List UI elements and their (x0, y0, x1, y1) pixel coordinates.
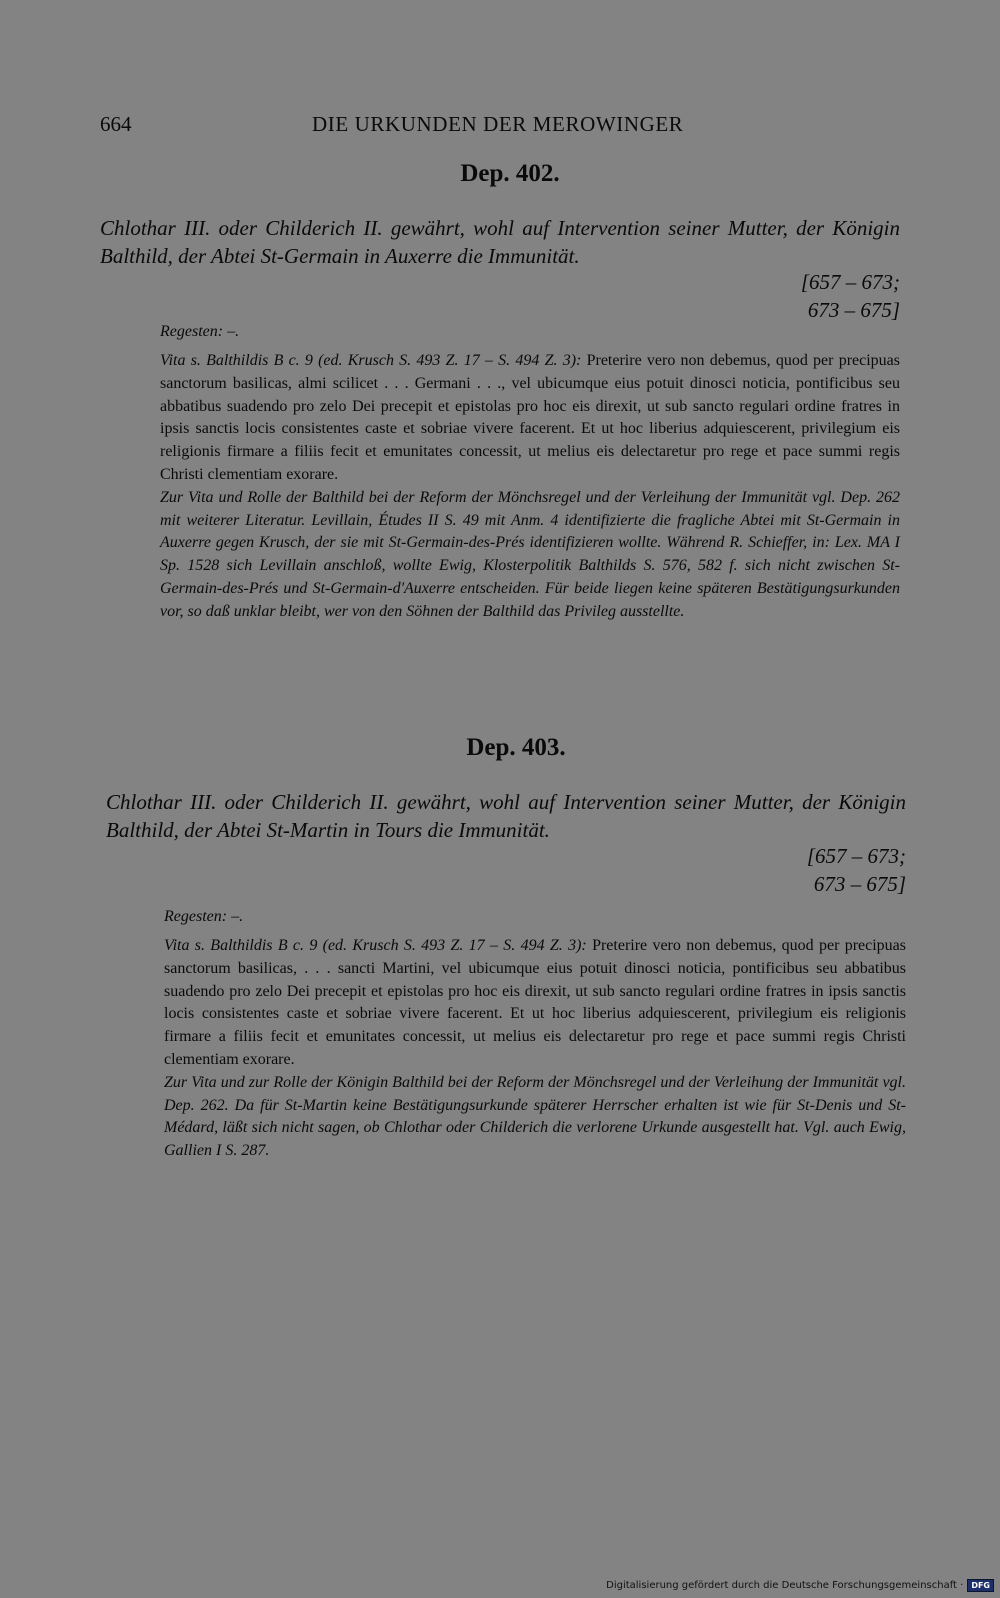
dep-403-source-citation: Vita s. Balthildis B c. 9 (ed. Krusch S. 493 Z. 17 – S. 494 Z. 3): (164, 937, 587, 954)
dep-403-commentary: Zur Vita und zur Rolle der Königin Balthild bei der Reform der Mönchsregel und der Verleihung der Immunität vgl. Dep. 262. Da für St-Martin keine Bestätigungsurkunde späterer Herrscher erhalten ist wie für St-Denis und St-Médard, läßt sich nicht sagen, ob Chlothar oder Childerich die verlorene Urkunde ausgestellt hat. Vgl. auch Ewig, Gallien I S. 287. (164, 1073, 906, 1160)
dep-403-date-line-2: 673 – 675] (813, 872, 906, 896)
dfg-logo-icon: DFG (967, 1579, 994, 1592)
dep-402-regest: Chlothar III. oder Childerich II. gewährt, wohl auf Intervention seiner Mutter, der Königin Balthild, der Abtei St-Germain in Auxerre die Immunität. (100, 216, 900, 268)
dep-403-regest: Chlothar III. oder Childerich II. gewährt, wohl auf Intervention seiner Mutter, der Königin Balthild, der Abtei St-Martin in Tours die Immunität. (106, 790, 906, 842)
dep-403-regesten: Regesten: –. (164, 908, 244, 925)
dep-403-body (164, 935, 906, 1163)
dep-402-source-text: Preterire vero non debemus, quod per precipuas sanctorum basilicas, almi scilicet . . . Germani . . ., vel ubicumque eius potuit dinosci noticia, pontificibus seu abbatibus suadendo pro zelo Dei precepit et epistolas pro hoc eis direxit, ut sub sancto regulari ordine fratres in ipsis sanctis locis consistentes caste et sobriae vivere facerent. Et ut hoc liberius adquiescerent, privilegium eis religionis firmare a filiis fecit et emunitates concessit, ut melius eis delectaretur pro rege et pace summi regis Christi clementiam exorare. (160, 352, 901, 483)
footer (606, 1579, 994, 1592)
dep-402-source-citation: Vita s. Balthildis B c. 9 (ed. Krusch S. 493 Z. 17 – S. 494 Z. 3): (160, 352, 582, 369)
running-head (100, 112, 900, 142)
dep-403-source (164, 935, 906, 1072)
dep-403-date (706, 842, 906, 898)
dep-402-commentary: Zur Vita und Rolle der Balthild bei der Reform der Mönchsregel und der Verleihung der Immunität vgl. Dep. 262 mit weiterer Literatur. Levillain, Études II S. 49 mit Anm. 4 identifizierte die fragliche Abtei mit St-Germain in Auxerre gegen Krusch, der sie mit St-Germain-des-Prés identifizieren wollte. Während R. Schieffer, in: Lex. MA I Sp. 1528 sich Levillain anschloß, wollte Ewig, Klosterpolitik Balthilds S. 576, 582 f. sich nicht zwischen St-Germain-des-Prés und St-Germain-d'Auxerre entscheiden. Für beide liegen keine späteren Bestätigungsurkunden vor, so daß unklar bleibt, wer von den Söhnen der Balthild das Privileg ausstellte. (160, 488, 900, 620)
page-number: 664 (100, 112, 132, 136)
dep-402-regesten: Regesten: –. (160, 323, 240, 340)
dep-402-title: Dep. 402. (460, 160, 560, 187)
running-title: DIE URKUNDEN DER MEROWINGER (312, 112, 684, 136)
dep-402-date (700, 268, 900, 324)
dep-402-date-line-2: 673 – 675] (807, 298, 900, 322)
dep-403-source-text: Preterire vero non debemus, quod per precipuas sanctorum basilicas, . . . sancti Martini, vel ubicumque eius potuit dinosci noticia, pontificibus seu abbatibus suadendo pro zelo Dei precepit et epistolas pro hoc eis direxit, ut sub sancto regulari ordine fratres in ipsis sanctis locis consistentes caste et sobriae vivere facerent. Et ut hoc liberius adquiescerent, privilegium eis religionis firmare a filiis fecit et emunitates concessit, ut melius eis delectaretur pro rege et pace summi regis Christi clementiam exorare. (164, 937, 907, 1068)
footer-text: Digitalisierung gefördert durch die Deutsche Forschungsgemeinschaft · (606, 1580, 964, 1591)
dep-403-title: Dep. 403. (466, 734, 566, 761)
dep-402-body (160, 350, 900, 624)
dep-402-date-line-1: [657 – 673; (800, 270, 900, 294)
dep-403-date-line-1: [657 – 673; (806, 844, 906, 868)
dep-402-source (160, 350, 900, 487)
